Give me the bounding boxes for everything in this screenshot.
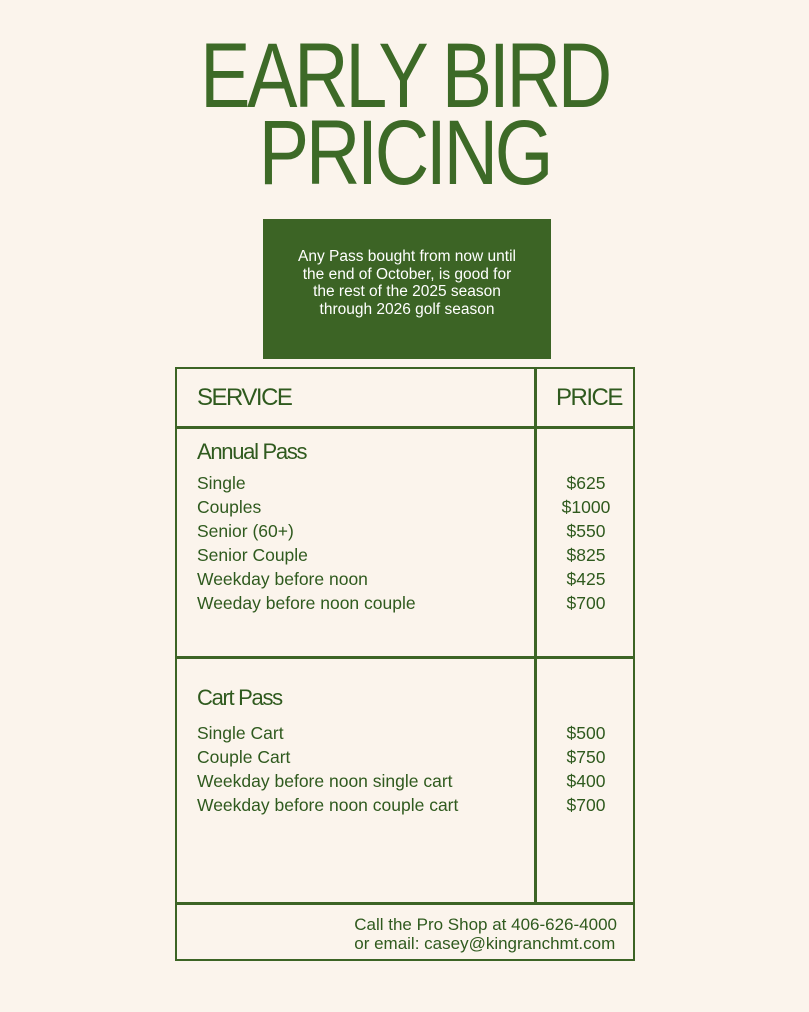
header-divider — [177, 426, 633, 429]
price-value: $1000 — [561, 497, 611, 517]
list-item: Weekday before noon single cart — [197, 771, 453, 791]
price-column-header: PRICE — [556, 384, 622, 411]
list-item: Weekday before noon — [197, 569, 368, 589]
section-title-cart-pass: Cart Pass — [197, 685, 282, 710]
page-title-line-1: EARLY BIRD — [200, 25, 609, 127]
page-title-line-2: PRICING — [258, 102, 551, 204]
contact-phone: Call the Pro Shop at 406-626-4000 — [354, 915, 617, 934]
list-item: Single Cart — [197, 723, 284, 743]
section-divider — [177, 656, 633, 659]
price-value: $700 — [566, 593, 606, 613]
annual-pass-items — [197, 471, 527, 615]
price-value: $550 — [566, 521, 606, 541]
price-value: $425 — [566, 569, 606, 589]
list-item: Couple Cart — [197, 747, 291, 767]
contact-info — [354, 915, 617, 953]
pricing-table — [175, 367, 635, 961]
cart-pass-prices — [536, 721, 636, 817]
price-value: $500 — [566, 723, 606, 743]
price-value: $750 — [566, 747, 606, 767]
price-value: $400 — [566, 771, 606, 791]
promo-notice: Any Pass bought from now until the end of October, is good for the rest of the 2025 season through 2026 golf season — [263, 219, 551, 359]
list-item: Weekday before noon couple cart — [197, 795, 459, 815]
price-value: $700 — [566, 795, 606, 815]
list-item: Senior (60+) — [197, 521, 294, 541]
list-item: Senior Couple — [197, 545, 308, 565]
service-column-header: SERVICE — [197, 384, 292, 411]
price-value: $625 — [566, 473, 606, 493]
list-item: Weeday before noon couple — [197, 593, 416, 613]
list-item: Single — [197, 473, 246, 493]
list-item: Couples — [197, 497, 262, 517]
annual-pass-prices — [536, 471, 636, 615]
section-title-annual-pass: Annual Pass — [197, 439, 307, 464]
column-divider — [534, 369, 537, 904]
contact-email: or email: casey@kingranchmt.com — [354, 934, 616, 953]
footer-divider — [177, 902, 633, 905]
cart-pass-items — [197, 721, 527, 817]
price-value: $825 — [566, 545, 606, 565]
